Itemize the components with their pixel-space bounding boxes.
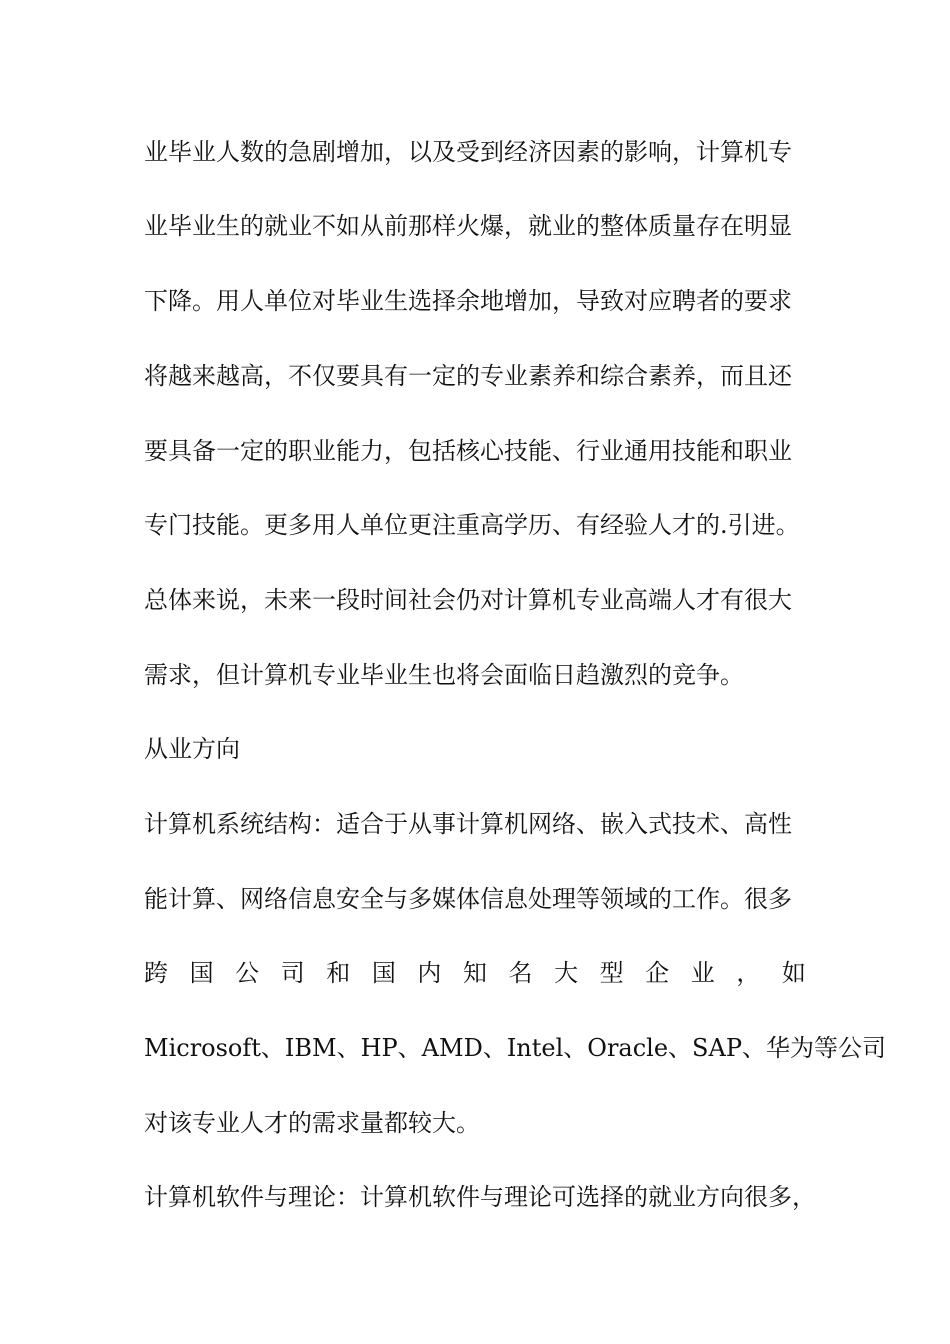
paragraph-line: 将越来越高，不仅要具有一定的专业素养和综合素养，而且还	[144, 362, 792, 390]
justified-char: 企	[645, 959, 670, 987]
paragraph-line: 总体来说，未来一段时间社会仍对计算机专业高端人才有很大	[144, 586, 792, 614]
justified-char: 国	[189, 959, 214, 987]
paragraph-line: 计算机软件与理论：计算机软件与理论可选择的就业方向很多，	[144, 1183, 816, 1211]
justified-char: 内	[417, 959, 442, 987]
paragraph-line: 对该专业人才的需求量都较大。	[144, 1109, 480, 1137]
paragraph-line: 能计算、网络信息安全与多媒体信息处理等领域的工作。很多	[144, 885, 792, 913]
section-heading: 从业方向	[144, 735, 240, 763]
justified-char: 和	[326, 959, 351, 987]
justified-char: 业	[690, 959, 715, 987]
paragraph-line: 专门技能。更多用人单位更注重高学历、有经验人才的.引进。	[144, 511, 800, 539]
justified-char: 大	[554, 959, 579, 987]
justified-char: 国	[371, 959, 396, 987]
paragraph-line: 业毕业生的就业不如从前那样火爆，就业的整体质量存在明显	[144, 212, 792, 240]
justified-char: ，	[736, 959, 761, 987]
paragraph-line: 计算机系统结构：适合于从事计算机网络、嵌入式技术、高性	[144, 810, 792, 838]
paragraph-line: 业毕业人数的急剧增加，以及受到经济因素的影响，计算机专	[144, 138, 792, 166]
paragraph-line: 需求，但计算机专业毕业生也将会面临日趋激烈的竞争。	[144, 661, 744, 689]
justified-char: 公	[235, 959, 260, 987]
justified-char: 如	[781, 959, 806, 987]
justified-char: 司	[280, 959, 305, 987]
justified-char: 名	[508, 959, 533, 987]
paragraph-line: Microsoft、IBM、HP、AMD、Intel、Oracle、SAP、华为等公司	[144, 1034, 886, 1062]
justified-char: 跨	[144, 959, 168, 987]
paragraph-line: 下降。用人单位对毕业生选择余地增加，导致对应聘者的要求	[144, 287, 792, 315]
paragraph-line-justified	[144, 958, 806, 988]
paragraph-line: 要具备一定的职业能力，包括核心技能、行业通用技能和职业	[144, 437, 792, 465]
justified-char: 知	[462, 959, 487, 987]
justified-char: 型	[599, 959, 624, 987]
